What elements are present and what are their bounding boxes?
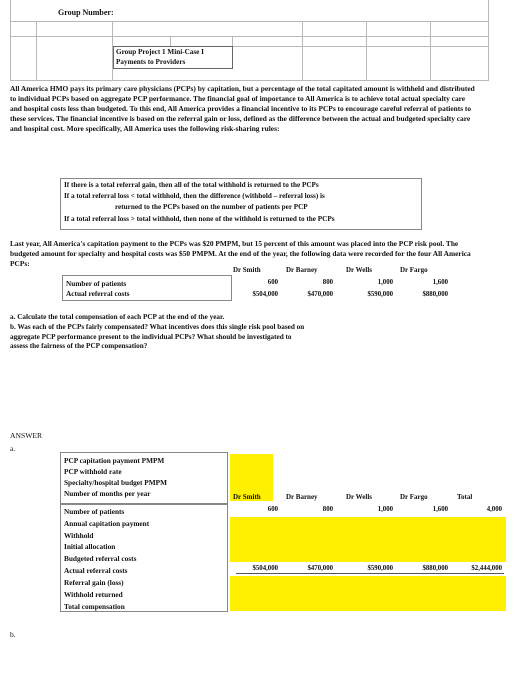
input-label-withhold-rate: PCP withhold rate (64, 467, 122, 476)
cell-fargo-patients: 1,600 (432, 279, 448, 286)
ans-col-fargo: Dr Fargo (400, 493, 428, 501)
project-title-line1: Group Project 1 Mini-Case I (116, 48, 204, 56)
data-paragraph: Last year, All America's capitation payment to the PCPs was $20 PMPM, but 15 percent of this amount was placed into the PCP risk pool. The budgeted amount for specialty and hospital costs was $50 PMPM. At the end of the year, the following data were recorded for the four All America PCPs: (10, 239, 471, 268)
ans-row-budgeted: Budgeted referral costs (64, 554, 137, 563)
question-a: a. Calculate the total compensation of each PCP at the end of the year. (10, 313, 225, 321)
group-number-label: Group Number: (58, 8, 114, 17)
row-label-patients: Number of patients (66, 279, 127, 288)
ans-row-initial-allocation: Initial allocation (64, 542, 116, 551)
ans-row-annual-capitation: Annual capitation payment (64, 519, 150, 528)
rule-gain: If there is a total referral gain, then all of the total withhold is returned to the PCPs (64, 181, 319, 189)
input-label-capitation: PCP capitation payment PMPM (64, 456, 165, 465)
ans-smith-actual: $504,000 (252, 565, 278, 572)
rule-loss-less: If a total referral loss < total withhold, then the difference (withhold – referral loss) is (64, 192, 325, 200)
answer-label: ANSWER (10, 431, 43, 440)
cell-barney-referral: $470,000 (307, 291, 333, 298)
ans-barney-patients: 800 (322, 506, 333, 513)
answer-inputs-box (60, 452, 228, 504)
ans-total-patients: 4,000 (486, 506, 502, 513)
cell-fargo-referral: $880,000 (422, 291, 448, 298)
ans-col-barney: Dr Barney (286, 493, 318, 501)
input-label-months: Number of months per year (64, 489, 151, 498)
project-title-line2: Payments to Providers (116, 58, 186, 66)
ans-total-actual: $2,444,000 (471, 565, 502, 572)
intro-paragraph: All America HMO pays its primary care physicians (PCPs) by capitation, but a percentage of the total capitated amount is withheld and distributed to individual PCPs based on aggregate PCP performance. The financial goal of importance to All America is to achieve total actual specialty care and hospital costs less than budgeted. To this end, All America provides a financial incentive to its PCPs to encourage careful referral of patients to these services. The financial incentive is based on the referral gain or loss, defined as the difference between the actual and budgeted specialty care and hospital cost. More specifically, All America uses the following risk-sharing rules: (10, 84, 475, 133)
answer-table-label-box (60, 504, 228, 612)
col-header-smith: Dr Smith (233, 266, 261, 274)
ans-wells-actual: $590,000 (367, 565, 393, 572)
ans-cells-capitation-to-budgeted[interactable] (230, 517, 506, 562)
col-header-fargo: Dr Fargo (400, 266, 428, 274)
question-b: b. Was each of the PCPs fairly compensated? What incentives does this single risk pool based on aggregate PCP performance present to the individual PCPs? What should be investigated to assess the fairness of the PCP compensation? (10, 323, 305, 351)
cell-smith-patients: 600 (267, 279, 278, 286)
input-label-budget: Specialty/hospital budget PMPM (64, 478, 167, 487)
answer-part-a-label: a. (10, 444, 16, 453)
risk-sharing-rules-box (60, 178, 422, 230)
rule-loss-greater: If a total referral loss > total withhold, then none of the withhold is returned to the PCPs (64, 215, 335, 223)
ans-row-gain-loss: Referral gain (loss) (64, 578, 124, 587)
ans-col-smith: Dr Smith (233, 493, 261, 501)
ans-cells-gain-to-total[interactable] (230, 576, 506, 611)
data-table-label-box (62, 275, 232, 301)
ans-row-withhold-returned: Withhold returned (64, 590, 123, 599)
ans-row-withhold: Withhold (64, 531, 94, 540)
cell-wells-patients: 1,000 (377, 279, 393, 286)
col-header-barney: Dr Barney (286, 266, 318, 274)
rule-loss-less-cont: returned to the PCPs based on the number of patients per PCP (115, 203, 308, 211)
ans-row-total-comp: Total compensation (64, 602, 125, 611)
ans-row-patients: Number of patients (64, 507, 125, 516)
ans-smith-patients: 600 (267, 506, 278, 513)
ans-fargo-patients: 1,600 (432, 506, 448, 513)
ans-col-wells: Dr Wells (346, 493, 372, 501)
actual-row-underline (236, 573, 504, 574)
cell-smith-referral: $504,000 (252, 291, 278, 298)
col-header-wells: Dr Wells (346, 266, 372, 274)
project-title-box (113, 46, 233, 69)
ans-barney-actual: $470,000 (307, 565, 333, 572)
row-label-referral: Actual referral costs (66, 289, 130, 298)
cell-wells-referral: $590,000 (367, 291, 393, 298)
answer-part-b-label: b. (10, 630, 16, 639)
ans-row-actual: Actual referral costs (64, 566, 128, 575)
ans-wells-patients: 1,000 (377, 506, 393, 513)
cell-barney-patients: 800 (322, 279, 333, 286)
ans-fargo-actual: $880,000 (422, 565, 448, 572)
ans-col-total: Total (457, 493, 473, 501)
